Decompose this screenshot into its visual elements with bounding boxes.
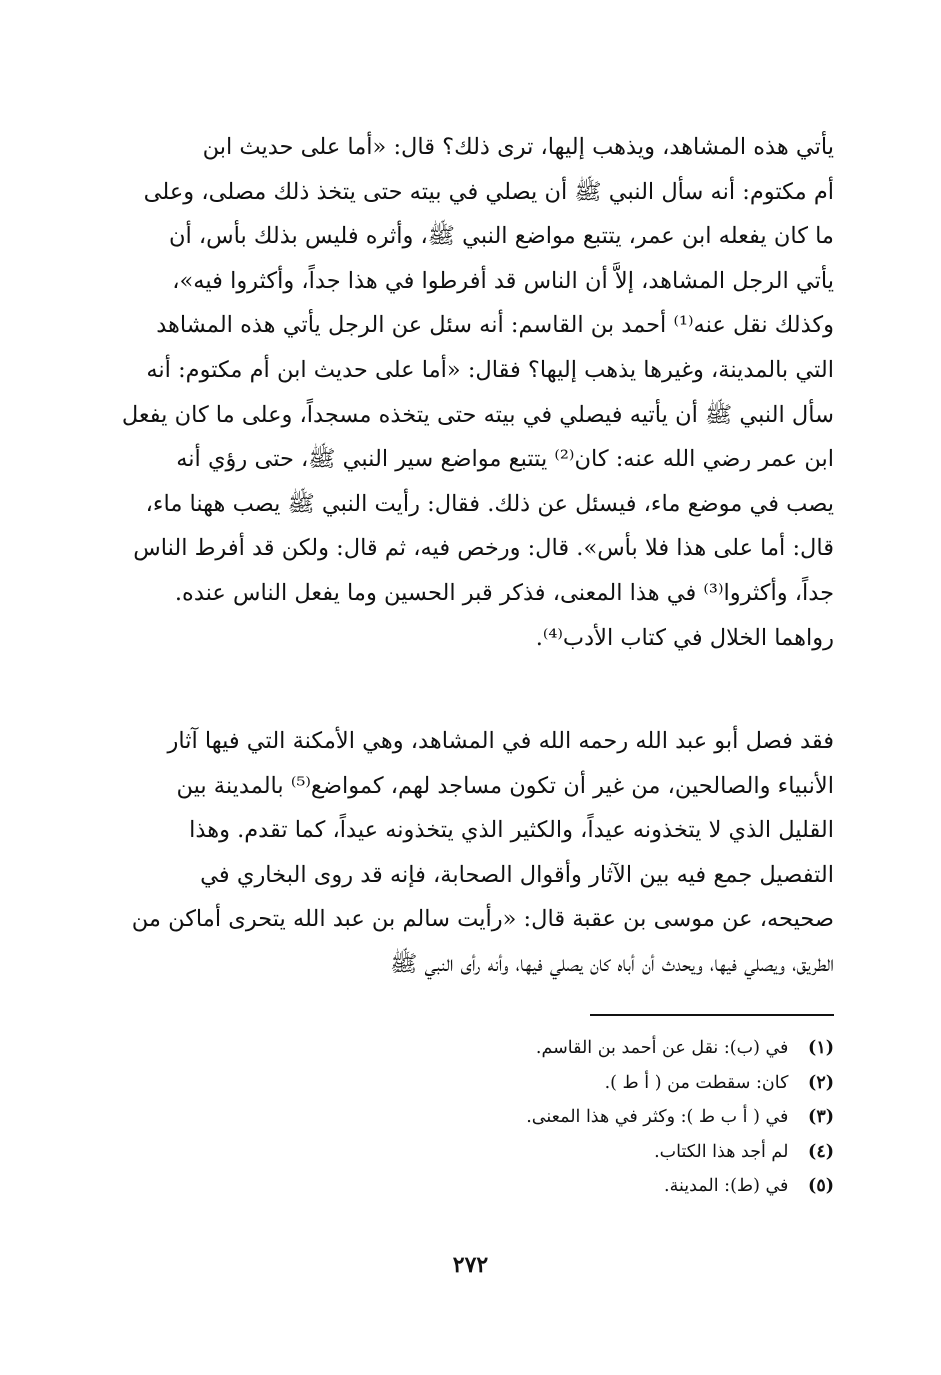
footnote-item: [300, 1135, 834, 1170]
body-paragraph-2: [104, 719, 834, 987]
text-line: وكذلك نقل عنه⁽¹⁾ أحمد بن القاسم: أنه سئل عن الرجل يأتي هذه المشاهد: [156, 312, 834, 339]
text-line: التي بالمدينة، وغيرها يذهب إليها؟ فقال: «أما على حديث ابن أم مكتوم: أنه: [146, 356, 834, 383]
footnote-number: (٣): [808, 1107, 834, 1127]
text-line: جداً، وأكثروا⁽³⁾ في هذا المعنى، فذكر قبر الحسين وما يفعل الناس عنده.: [174, 579, 834, 606]
text-line: القليل الذي لا يتخذونه عيداً، والكثير الذي يتخذونه عيداً، كما تقدم. وهذا: [189, 817, 834, 844]
footnote-item: [300, 1066, 834, 1101]
text-line: رواهما الخلال في كتاب الأدب⁽⁴⁾.: [535, 624, 834, 651]
text-line: يأتي الرجل المشاهد، إلاَّ أن الناس قد أفرطوا في هذا جداً، وأكثروا فيه»،: [172, 267, 834, 294]
footnote-text: كان: سقطت من ( أ ط ).: [604, 1072, 789, 1093]
text-line: التفصيل جمع فيه بين الآثار وأقوال الصحابة، فإنه قد روى البخاري في: [200, 861, 834, 888]
footnote-separator: [590, 1014, 834, 1016]
footnote-text: لم أجد هذا الكتاب.: [654, 1141, 789, 1162]
footnote-text: في ( أ ب ط ): وكثر في هذا المعنى.: [526, 1107, 789, 1127]
footnote-number: (٢): [808, 1072, 834, 1093]
footnote-item: [300, 1100, 834, 1135]
footnote-item: [300, 1031, 834, 1066]
text-line: ما كان يفعله ابن عمر، يتتبع مواضع النبي ﷺ، وأثره فليس بذلك بأس، أن: [168, 223, 834, 250]
body-paragraph-1: [104, 125, 834, 660]
page-number: ٢٧٢: [452, 1252, 489, 1278]
footnote-number: (٥): [808, 1176, 834, 1196]
text-line: ابن عمر رضي الله عنه: كان⁽²⁾ يتتبع مواضع سير النبي ﷺ، حتى رؤي أنه: [176, 446, 834, 473]
text-line: يصب في موضع ماء، فيسئل عن ذلك. فقال: رأيت النبي ﷺ يصب ههنا ماء،: [145, 490, 834, 517]
text-line: الطريق، ويصلي فيها، ويحدث أن أباه كان يصلي فيها، وأنه رأى النبي ﷺ: [390, 950, 834, 977]
footnote-item: [300, 1169, 834, 1204]
text-line: أم مكتوم: أنه سأل النبي ﷺ أن يصلي في بيته حتى يتخذ ذلك مصلى، وعلى: [143, 178, 834, 205]
footnote-number: (١): [808, 1038, 834, 1058]
text-line: الأنبياء والصالحين، من غير أن تكون مساجد لهم، كمواضع⁽⁵⁾ بالمدينة بين: [176, 772, 834, 799]
text-line: فقد فصل أبو عبد الله رحمه الله في المشاهد، وهي الأمكنة التي فيها آثار: [167, 728, 834, 754]
text-line: صحيحه، عن موسى بن عقبة قال: «رأيت سالم بن عبد الله يتحرى أماكن من: [131, 906, 834, 933]
footnote-text: في (ط): المدينة.: [664, 1176, 789, 1196]
text-line: يأتي هذه المشاهد، ويذهب إليها، ترى ذلك؟ قال: «أما على حديث ابن: [202, 134, 834, 160]
text-line: سأل النبي ﷺ أن يأتيه فيصلي في بيته حتى يتخذه مسجداً، وعلى ما كان يفعل: [121, 401, 834, 428]
footnote-number: (٤): [808, 1141, 834, 1162]
footnotes: [300, 1031, 834, 1204]
footnote-text: في (ب): نقل عن أحمد بن القاسم.: [535, 1038, 789, 1058]
text-line: قال: أما على هذا فلا بأس». قال: ورخص فيه، ثم قال: ولكن قد أفرط الناس: [133, 535, 834, 562]
